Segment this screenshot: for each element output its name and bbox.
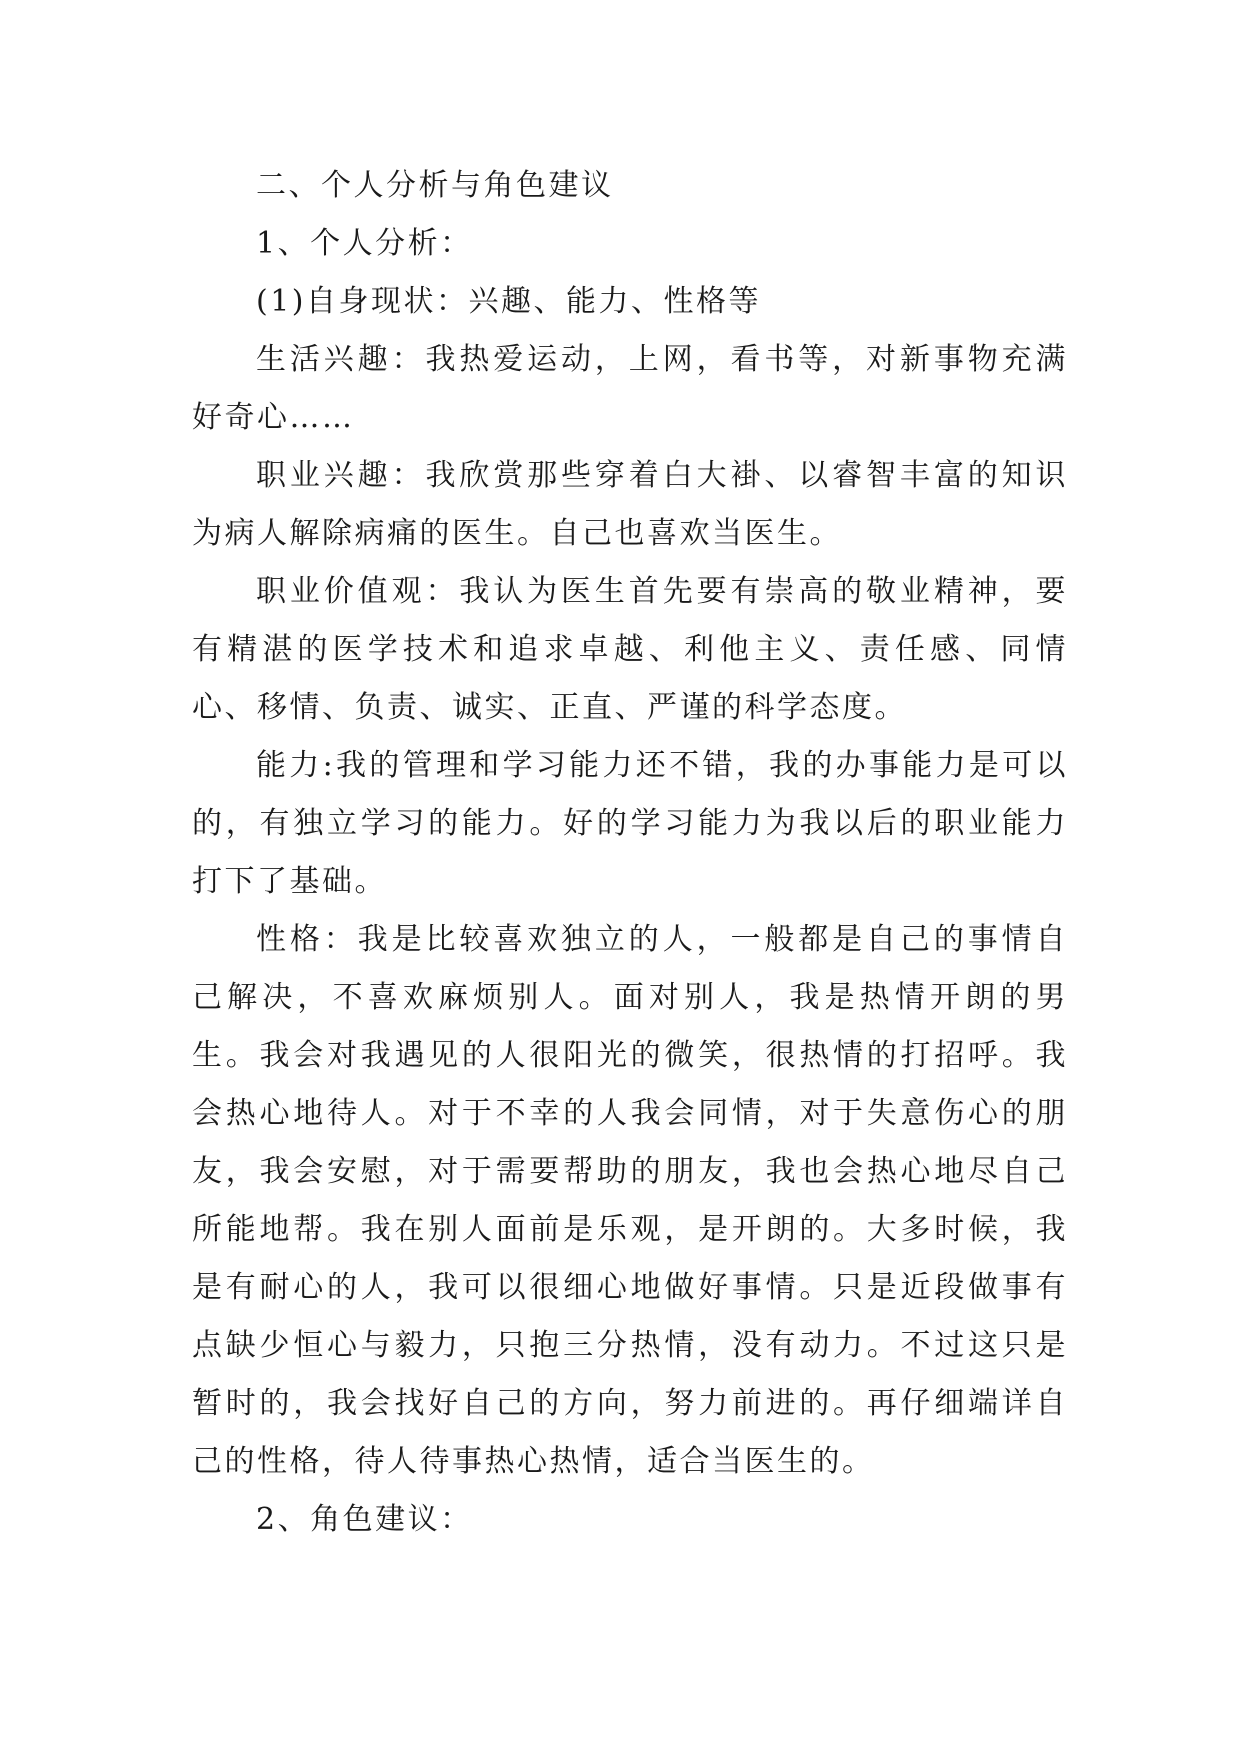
item-heading: (1)自身现状：兴趣、能力、性格等 (256, 284, 761, 319)
paragraph-personality: 性格：我是比较喜欢独立的人，一般都是自己的事情自己解决，不喜欢麻烦别人。面对别人，我是热情开朗的男生。我会对我遇见的人很阳光的微笑，很热情的打招呼。我会热心地待人。对于不幸的人我会同情，对于失意伤心的朋友，我会安慰，对于需要帮助的朋友，我也会热心地尽自己所能地帮。我在别人面前是乐观，是开朗的。大多时候，我是有耐心的人，我可以很细心地做好事情。只是近段做事有点缺少恒心与毅力，只抱三分热情，没有动力。不过这只是暂时的，我会找好自己的方向，努力前进的。再仔细端详自己的性格，待人待事热心热情，适合当医生的。 (192, 922, 1068, 1479)
paragraph-ability: 能力:我的管理和学习能力还不错，我的办事能力是可以的，有独立学习的能力。好的学习能力为我以后的职业能力打下了基础。 (192, 748, 1068, 899)
subsection-heading-role: 2、角色建议： (256, 1502, 473, 1537)
section-heading: 二、个人分析与角色建议 (256, 168, 614, 203)
subsection-heading: 1、个人分析： (256, 226, 473, 261)
paragraph-career-values: 职业价值观：我认为医生首先要有崇高的敬业精神，要有精湛的医学技术和追求卓越、利他主义、责任感、同情心、移情、负责、诚实、正直、严谨的科学态度。 (192, 574, 1068, 725)
paragraph-life-interest: 生活兴趣：我热爱运动，上网，看书等，对新事物充满好奇心…… (192, 342, 1068, 435)
paragraph-career-interest: 职业兴趣：我欣赏那些穿着白大褂、以睿智丰富的知识为病人解除病痛的医生。自己也喜欢当医生。 (192, 458, 1068, 551)
document-body (192, 157, 1068, 1549)
